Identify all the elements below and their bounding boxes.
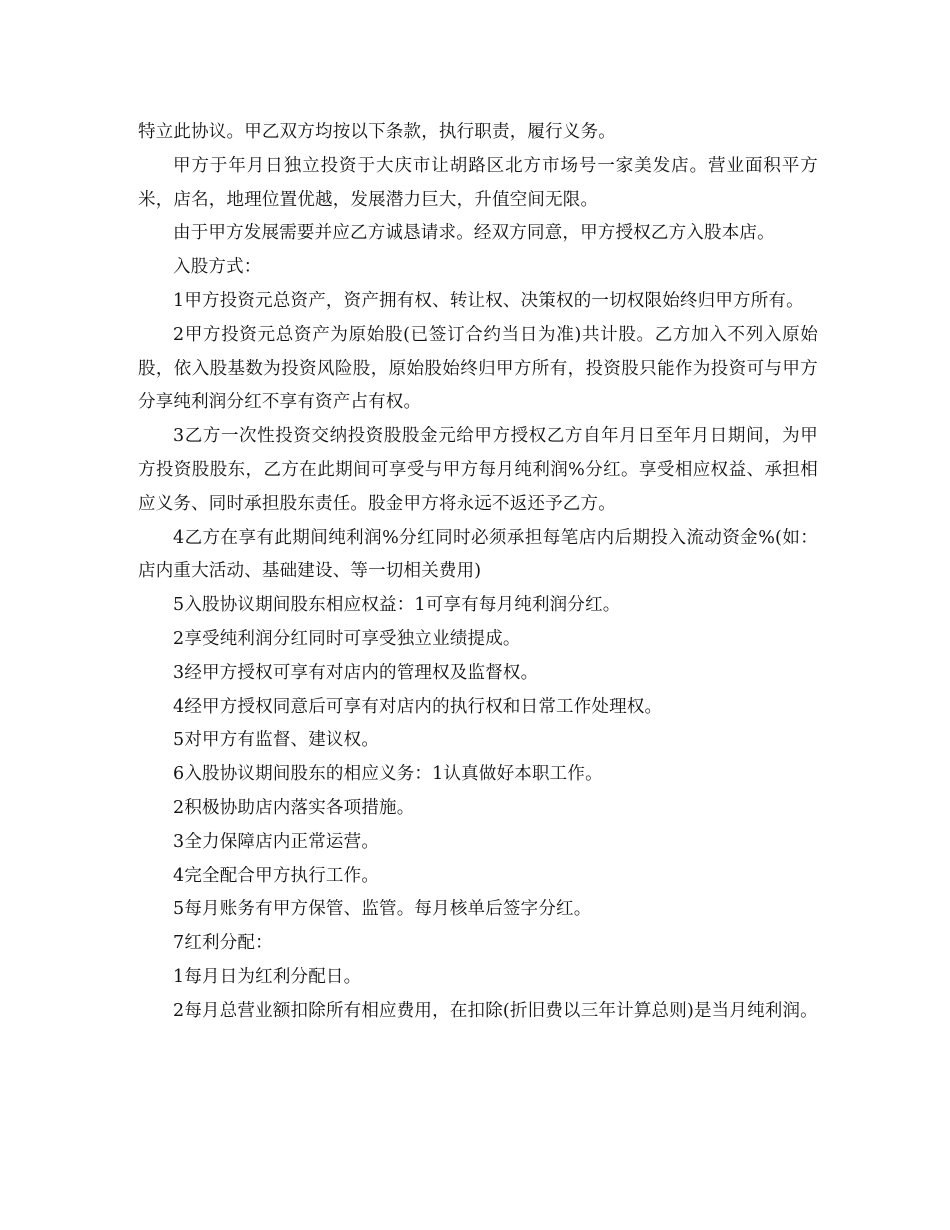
paragraph-16: 3全力保障店内正常运营。 (173, 831, 380, 852)
paragraph-10: 2享受纯利润分红同时可享受独立业绩提成。 (173, 628, 521, 649)
paragraph-3: 由于甲方发展需要并应乙方诚恳请求。经双方同意，甲方授权乙方入股本店。 (173, 223, 775, 244)
paragraph-7: 3乙方一次性投资交纳投资股股金元给甲方授权乙方自年月日至年月日期间，为甲方投资股股东，乙方在此期间可享受与甲方每月纯利润%分红。享受相应权益、承担相应义务、同时承担股东责任。股金甲方将永远不返还予乙方。 (138, 426, 818, 514)
paragraph-19: 7红利分配： (173, 933, 273, 954)
paragraph-20: 1每月日为红利分配日。 (173, 966, 362, 987)
document-body (138, 116, 818, 1029)
paragraph-21: 2每月总营业额扣除所有相应费用，在扣除(折旧费以三年计算总则)是当月纯利润。 (173, 1000, 818, 1021)
paragraph-12: 4经甲方授权同意后可享有对店内的执行权和日常工作处理权。 (173, 696, 663, 717)
paragraph-13: 5对甲方有监督、建议权。 (173, 730, 380, 751)
paragraph-14: 6入股协议期间股东的相应义务：1认真做好本职工作。 (173, 764, 603, 785)
paragraph-8: 4乙方在享有此期间纯利润%分红同时必须承担每笔店内后期投入流动资金%(如：店内重大活动、基础建设、等一切相关费用) (138, 527, 818, 582)
paragraph-11: 3经甲方授权可享有对店内的管理权及监督权。 (173, 662, 539, 683)
paragraph-18: 5每月账务有甲方保管、监管。每月核单后签字分红。 (173, 899, 592, 920)
paragraph-1: 特立此协议。甲乙双方均按以下条款，执行职责，履行义务。 (138, 122, 616, 142)
paragraph-15: 2积极协助店内落实各项措施。 (173, 797, 415, 818)
paragraph-5: 1甲方投资元总资产，资产拥有权、转让权、决策权的一切权限始终归甲方所有。 (173, 290, 804, 311)
paragraph-9: 5入股协议期间股东相应权益：1可享有每月纯利润分红。 (173, 595, 621, 616)
paragraph-17: 4完全配合甲方执行工作。 (173, 865, 380, 886)
paragraph-6: 2甲方投资元总资产为原始股(已签订合约当日为准)共计股。乙方加入不列入原始股，依入股基数为投资风险股，原始股始终归甲方所有，投资股只能作为投资可与甲方分享纯利润分红不享有资产占有权。 (138, 324, 818, 413)
paragraph-2: 甲方于年月日独立投资于大庆市让胡路区北方市场号一家美发店。营业面积平方米，店名，地理位置优越，发展潜力巨大，升值空间无限。 (138, 155, 818, 210)
paragraph-4: 入股方式： (173, 257, 262, 278)
